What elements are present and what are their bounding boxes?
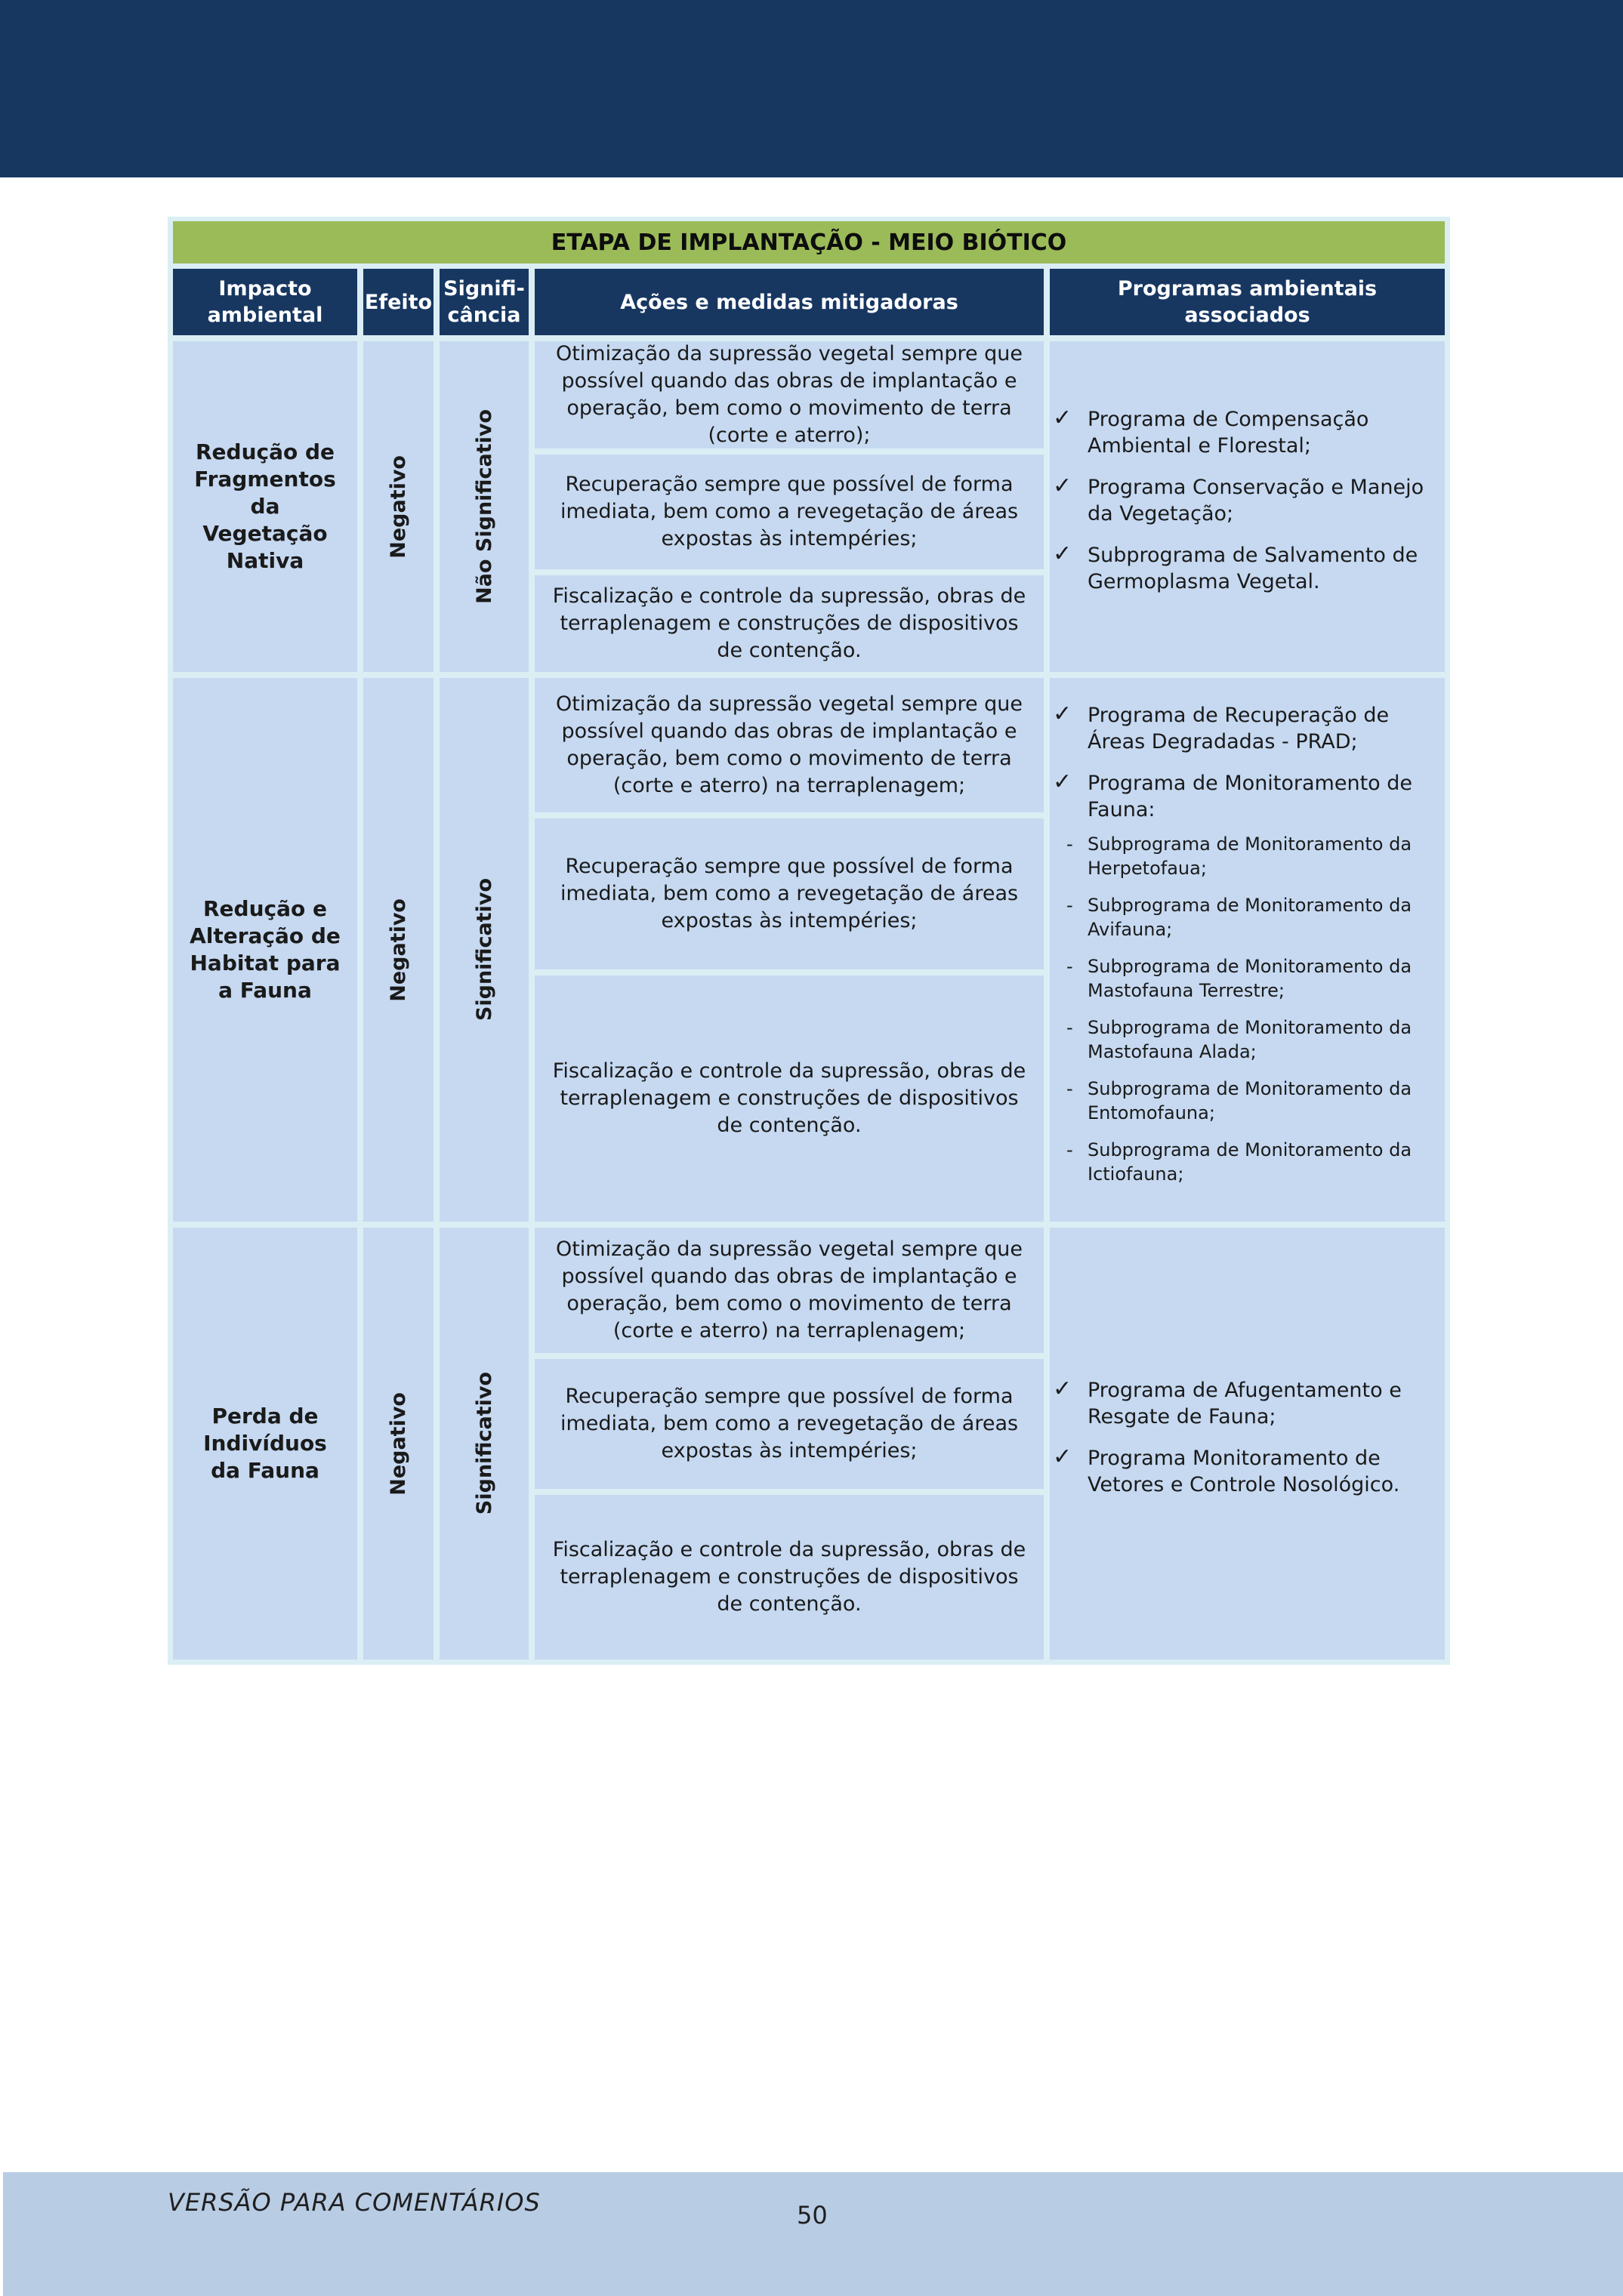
dash-bullet: - — [1066, 834, 1073, 855]
header-programs: Programas ambientais associados — [1050, 269, 1445, 335]
row3-impact: Perda de Indivíduos da Fauna — [173, 1228, 357, 1660]
dash-bullet: - — [1066, 895, 1073, 916]
row2-program-1-text: Programa de Recuperação de Áreas Degradadas - PRAD; — [1088, 704, 1390, 754]
row2-subprogram-4 — [1050, 1015, 1434, 1064]
row1-significance: Não Significativo — [472, 409, 496, 604]
row3-programs — [1050, 1228, 1445, 1660]
row2-subprogram-2 — [1050, 893, 1434, 942]
row1-program-3-text: Subprograma de Salvamento de Germoplasma Vegetal. — [1088, 544, 1418, 593]
row2-subprogram-1 — [1050, 832, 1434, 880]
check-icon: ✓ — [1053, 405, 1072, 431]
row2-subprogram-6-text: Subprograma de Monitoramento da Ictiofauna; — [1088, 1139, 1412, 1185]
check-icon: ✓ — [1053, 1376, 1072, 1402]
row3-program-1-text: Programa de Afugentamento e Resgate de Fauna; — [1088, 1379, 1402, 1428]
dash-bullet: - — [1066, 956, 1073, 977]
row2-subprogram-3-text: Subprograma de Monitoramento da Mastofauna Terrestre; — [1088, 956, 1412, 1001]
header-actions: Ações e medidas mitigadoras — [535, 269, 1044, 335]
row2-programs — [1050, 678, 1445, 1222]
row1-action-1: Otimização da supressão vegetal sempre que possível quando das obras de implantação e operação, bem como o movimento de terra (corte e aterro); — [535, 341, 1044, 448]
row2-subprogram-4-text: Subprograma de Monitoramento da Mastofauna Alada; — [1088, 1017, 1412, 1062]
dash-bullet: - — [1066, 1017, 1073, 1038]
row2-action-1: Otimização da supressão vegetal sempre que possível quando das obras de implantação e operação, bem como o movimento de terra (corte e aterro) na terraplenagem; — [535, 678, 1044, 812]
row2-subprogram-5-text: Subprograma de Monitoramento da Entomofauna; — [1088, 1078, 1412, 1123]
check-icon: ✓ — [1053, 473, 1072, 499]
row3-significance: Significativo — [472, 1372, 496, 1515]
row2-significance-cell — [440, 678, 529, 1222]
row3-effect: Negativo — [387, 1391, 410, 1496]
row1-program-1 — [1050, 406, 1434, 459]
row3-significance-cell — [440, 1228, 529, 1660]
table-title: ETAPA DE IMPLANTAÇÃO - MEIO BIÓTICO — [173, 221, 1445, 264]
header-impact — [173, 269, 357, 335]
header-impact-line1: Impacto — [218, 277, 312, 300]
row2-subprogram-1-text: Subprograma de Monitoramento da Herpetofaua; — [1088, 834, 1412, 879]
row1-program-2 — [1050, 474, 1434, 527]
row1-effect: Negativo — [387, 455, 410, 559]
top-banner — [0, 0, 1623, 177]
dash-bullet: - — [1066, 1078, 1073, 1099]
header-significance-line1: Signifi- — [443, 277, 525, 300]
row2-effect-cell — [363, 678, 434, 1222]
row3-action-2: Recuperação sempre que possível de forma imediata, bem como a revegetação de áreas expostas às intempéries; — [535, 1359, 1044, 1489]
row2-program-2-text: Programa de Monitoramento de Fauna: — [1088, 772, 1413, 821]
row1-significance-cell — [440, 341, 529, 672]
row2-action-2: Recuperação sempre que possível de forma imediata, bem como a revegetação de áreas expostas às intempéries; — [535, 818, 1044, 969]
row2-subprogram-3 — [1050, 954, 1434, 1003]
row3-action-1: Otimização da supressão vegetal sempre que possível quando das obras de implantação e operação, bem como o movimento de terra (corte e aterro) na terraplenagem; — [535, 1228, 1044, 1353]
check-icon: ✓ — [1053, 701, 1072, 727]
row3-program-1 — [1050, 1377, 1434, 1430]
row2-action-3: Fiscalização e controle da supressão, obras de terraplenagem e construções de dispositivos de contenção. — [535, 975, 1044, 1222]
row2-subprogram-5 — [1050, 1077, 1434, 1125]
row1-program-1-text: Programa de Compensação Ambiental e Florestal; — [1088, 408, 1369, 458]
row2-program-2 — [1050, 770, 1434, 823]
row3-program-2 — [1050, 1445, 1434, 1498]
row1-impact: Redução de Fragmentos da Vegetação Nativa — [173, 341, 357, 672]
row1-action-3: Fiscalização e controle da supressão, obras de terraplenagem e construções de dispositivos de contenção. — [535, 575, 1044, 672]
row1-program-3 — [1050, 542, 1434, 595]
row2-subprogram-2-text: Subprograma de Monitoramento da Avifauna; — [1088, 895, 1412, 940]
row1-effect-cell — [363, 341, 434, 672]
row2-impact: Redução e Alteração de Habitat para a Fauna — [173, 678, 357, 1222]
row1-programs — [1050, 341, 1445, 672]
row3-action-3: Fiscalização e controle da supressão, obras de terraplenagem e construções de dispositivos de contenção. — [535, 1495, 1044, 1660]
row3-program-2-text: Programa Monitoramento de Vetores e Controle Nosológico. — [1088, 1447, 1400, 1496]
row1-action-2: Recuperação sempre que possível de forma imediata, bem como a revegetação de áreas expostas às intempéries; — [535, 455, 1044, 569]
header-significance-line2: cância — [447, 304, 521, 327]
dash-bullet: - — [1066, 1139, 1073, 1160]
row1-program-2-text: Programa Conservação e Manejo da Vegetação; — [1088, 476, 1424, 525]
row2-program-1 — [1050, 702, 1434, 755]
header-significance — [440, 269, 529, 335]
header-effect: Efeito — [363, 269, 434, 335]
header-impact-line2: ambiental — [207, 304, 323, 327]
row3-effect-cell — [363, 1228, 434, 1660]
check-icon: ✓ — [1053, 541, 1072, 567]
row2-significance: Significativo — [472, 878, 496, 1022]
row2-subprogram-6 — [1050, 1138, 1434, 1186]
page-number: 50 — [797, 2201, 828, 2230]
check-icon: ✓ — [1053, 1444, 1072, 1470]
check-icon: ✓ — [1053, 769, 1072, 795]
row2-effect: Negativo — [387, 898, 410, 1002]
footer-version-label: VERSÃO PARA COMENTÁRIOS — [168, 2188, 541, 2217]
